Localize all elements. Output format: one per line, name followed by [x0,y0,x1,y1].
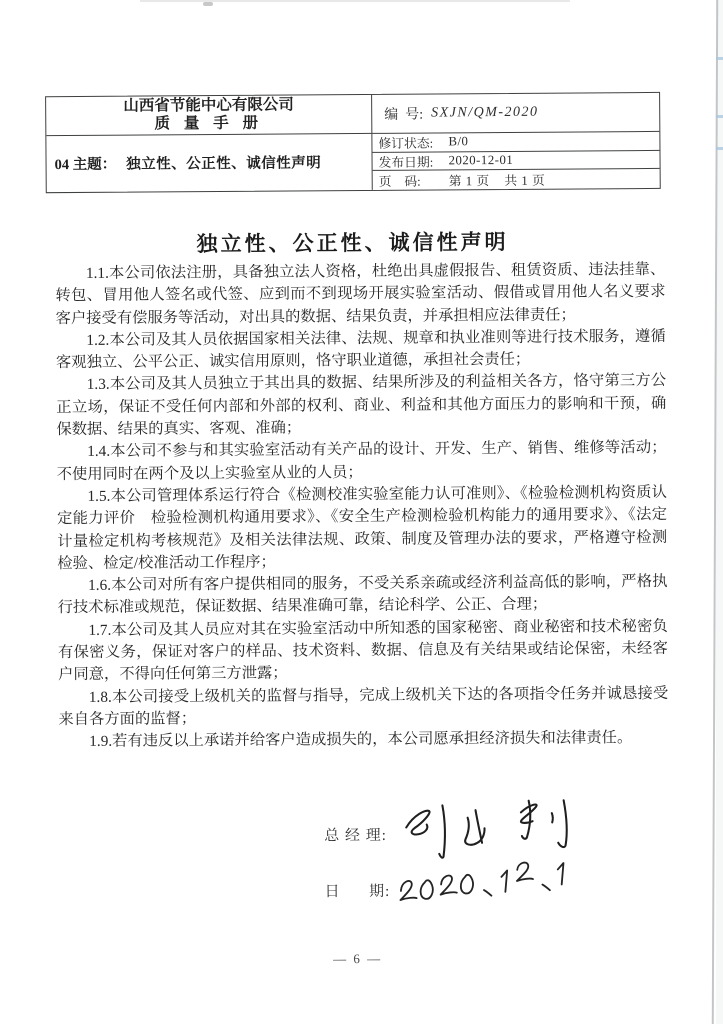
company-name-cell [46,95,372,136]
date-handwriting [393,856,567,912]
doc-number-value: SXJN/QM-2020 [431,104,539,121]
release-date-row [372,150,659,171]
page-code-row [373,169,660,190]
page-code-value: 第 1 页 共 1 页 [448,173,546,189]
document-title: 独立性、公正性、诚信性声明 [196,229,509,257]
date-label: 日 期: [324,883,391,901]
declaration-paragraph: 1.1.本公司依法注册，具备独立法人资格，杜绝出具虚假报告、租赁资质、违法挂靠、转包、冒用他人签名或代签、应到而不到现场开展实验室活动、假借或冒用他人名义要求客户接受有偿服务等活动，对出具的数据、结果负责，并承担相应法律责任； [55,260,666,327]
subject-label: 04 主题： [54,156,117,174]
declaration-paragraph: 1.6.本公司对所有客户提供相同的服务，不受关系亲疏或经济利益高低的影响，严格执行技术标准或规范，保证数据、结果准确可靠，结论科学、公正、合理； [57,573,668,617]
release-date-label: 发布日期: [378,155,434,170]
manual-title: 质 量 手 册 [154,114,264,133]
declaration-paragraph: 1.9.若有违反以上承诺并给客户造成损失的，本公司愿承担经济损失和法律责任。 [89,729,633,751]
declaration-paragraph: 1.5.本公司管理体系运行符合《检测校准实验室能力认可准则》、《检验检测机构资质认定能力评价 检验检测机构通用要求》、《安全生产检测检验机构能力的通用要求》、《法定计量检定机构考核规范》及相关法律法规、政策、制度及管理办法的要求，严格遵守检测检验、检定/校准活动工作程序； [56,483,668,572]
declaration-paragraph: 1.8.本公司接受上级机关的监督与指导，完成上级机关下达的各项指令任务并诚恳接受来自各方面的监督； [58,684,669,729]
declaration-body [55,259,668,754]
declaration-paragraph: 1.7.本公司及其人员应对其在实验室活动中所知悉的国家秘密、商业秘密和技术秘密负有保密义务，保证对客户的样品、技术资料、数据、信息及有关结果或结论保密，未经客户同意，不得向任何第三方泄露； [57,617,669,684]
doc-number-cell [372,93,659,134]
subject-cell [46,134,372,192]
company-name: 山西省节能中心有限公司 [123,96,294,115]
revision-value: B/0 [448,134,469,149]
page-number: — 6 — [333,950,383,967]
declaration-paragraph: 1.4.本公司不参与和其实验室活动有关产品的设计、开发、生产、销售、维修等活动；不使用同时在两个及以上实验室从业的人员； [56,439,667,483]
general-manager-label: 总 经 理: [324,827,387,845]
subject-value: 独立性、公正性、诚信性声明 [126,155,322,173]
doc-header-table [45,92,661,193]
declaration-paragraph: 1.2.本公司及其人员依据国家相关法律、法规、规章和执业准则等进行技术服务，遵循客观独立、公平公正、诚实信用原则，恪守职业道德，承担社会责任； [55,327,666,372]
page-code-label: 页 码: [378,174,421,189]
doc-number-label: 编 号: [384,107,424,123]
revision-row [372,132,659,153]
declaration-paragraph: 1.3.本公司及其人员独立于其出具的数据、结果所涉及的利益相关各方，恪守第三方公正立场，保证不受任何内部和外部的权利、商业、利益和其他方面压力的影响和干预，确保数据、结果的真实、客观、准确； [56,372,667,439]
revision-label: 修订状态: [378,136,434,152]
manager-signature-handwriting [399,793,582,864]
release-date-value: 2020-12-01 [448,152,514,168]
